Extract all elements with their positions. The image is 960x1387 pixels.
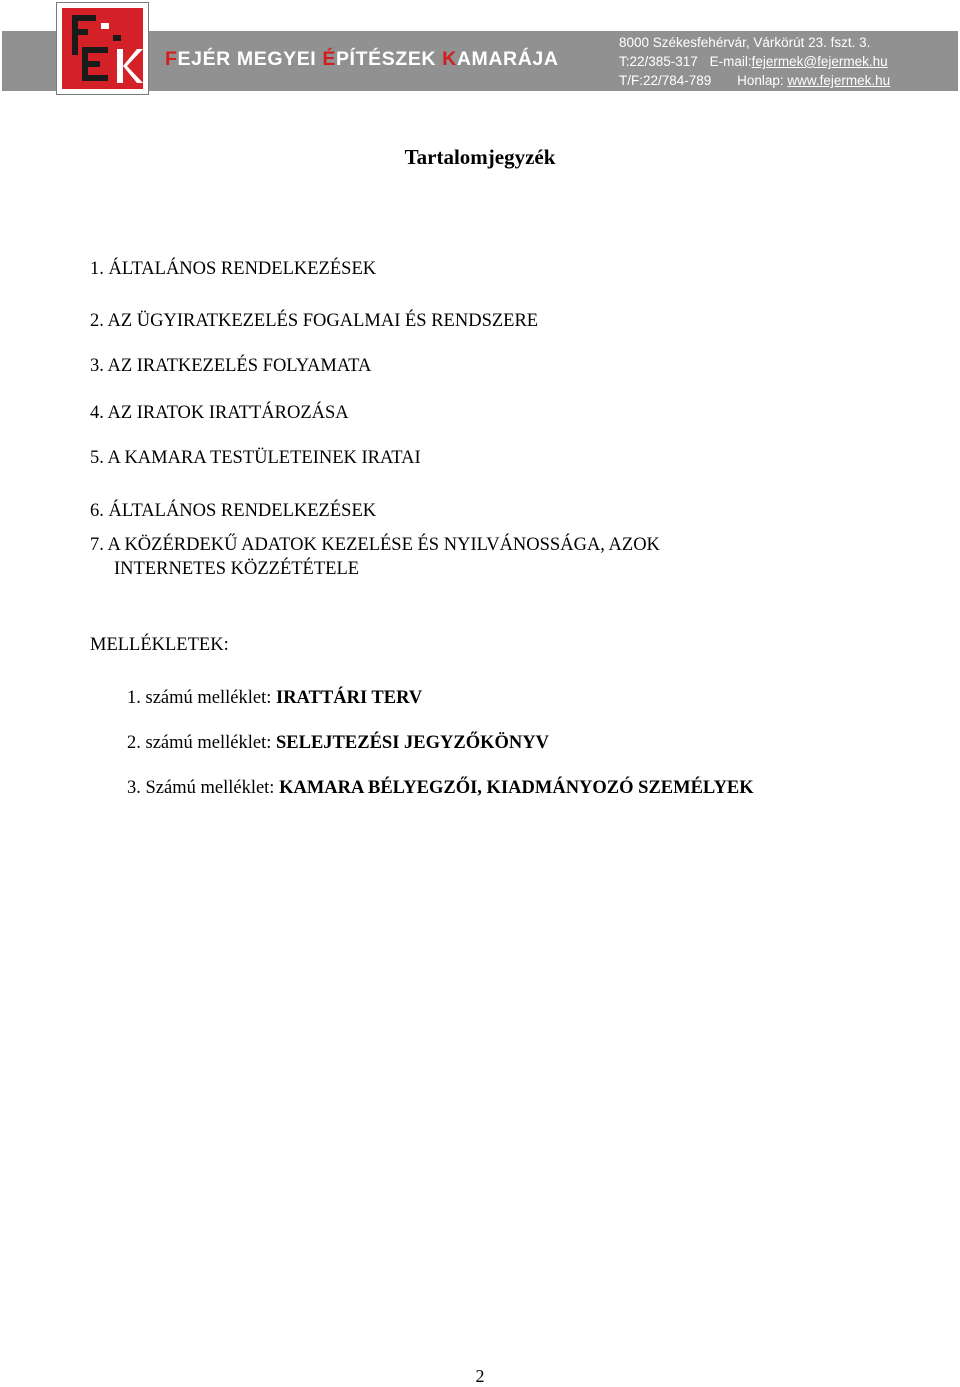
logo-block — [113, 35, 121, 41]
annex-prefix: 3. Számú melléklet: — [127, 778, 280, 798]
org-name-initial: K — [442, 48, 457, 70]
logo-graphic — [57, 3, 148, 94]
organization-name — [165, 48, 615, 71]
annex-prefix: 2. számú melléklet: — [127, 733, 276, 753]
logo-f-stem — [72, 15, 78, 55]
annex-name: IRATTÁRI TERV — [276, 688, 423, 708]
annex-item — [127, 776, 754, 800]
email-label: E-mail: — [709, 54, 752, 69]
org-name-initial: F — [165, 48, 178, 70]
toc-item-text: 1. ÁLTALÁNOS RENDELKEZÉSEK — [90, 259, 377, 279]
chamber-logo — [56, 2, 149, 95]
toc-item — [90, 257, 376, 281]
toc-item-text: 7. A KÖZÉRDEKŰ ADATOK KEZELÉSE ÉS NYILVÁNOSSÁGA, AZOK — [90, 535, 660, 555]
contact-block — [619, 33, 954, 90]
toc-item-text: 6. ÁLTALÁNOS RENDELKEZÉSEK — [90, 501, 377, 521]
toc-item — [90, 499, 376, 523]
fax-homepage-line — [619, 71, 954, 90]
annex-item — [127, 731, 549, 755]
annex-item — [127, 686, 422, 710]
org-name-part: EJÉR MEGYEI — [177, 48, 323, 70]
org-name-part: AMARÁJA — [456, 48, 559, 70]
toc-item — [90, 446, 421, 470]
page-number: 2 — [475, 1366, 485, 1386]
annex-name: KAMARA BÉLYEGZŐI, KIADMÁNYOZÓ SZEMÉLYEK — [279, 778, 754, 798]
fax-number: T/F:22/784-789 — [619, 73, 712, 88]
toc-item — [90, 309, 538, 333]
toc-item-continuation: INTERNETES KÖZZÉTÉTELE — [114, 559, 360, 579]
address-line: 8000 Székesfehérvár, Várkörút 23. fszt. 3. — [619, 35, 871, 50]
toc-item-text: 5. A KAMARA TESTÜLETEINEK IRATAI — [90, 448, 421, 468]
homepage-link[interactable]: www.fejermek.hu — [787, 73, 891, 88]
document-title: Tartalomjegyzék — [404, 145, 556, 169]
phone-number: T:22/385-317 — [619, 54, 698, 69]
logo-k-stem — [117, 49, 123, 83]
email-link[interactable]: fejermek@fejermek.hu — [751, 54, 888, 69]
toc-item-text: 3. AZ IRATKEZELÉS FOLYAMATA — [90, 356, 372, 376]
toc-item-text: 2. AZ ÜGYIRATKEZELÉS FOGALMAI ÉS RENDSZERE — [90, 311, 539, 331]
org-name-initial: É — [322, 48, 336, 70]
toc-item-text: 4. AZ IRATOK IRATTÁROZÁSA — [90, 403, 349, 423]
toc-item — [90, 354, 371, 378]
phone-email-line — [619, 52, 954, 71]
annex-name: SELEJTEZÉSI JEGYZŐKÖNYV — [276, 733, 549, 753]
homepage-label: Honlap: — [737, 73, 784, 88]
logo-block — [101, 23, 109, 29]
annex-prefix: 1. számú melléklet: — [127, 688, 276, 708]
org-name-part: PÍTÉSZEK — [335, 48, 443, 70]
toc-item — [90, 533, 660, 581]
toc-item — [90, 401, 349, 425]
annexes-heading: MELLÉKLETEK: — [90, 635, 229, 655]
logo-e-stem — [82, 47, 88, 81]
